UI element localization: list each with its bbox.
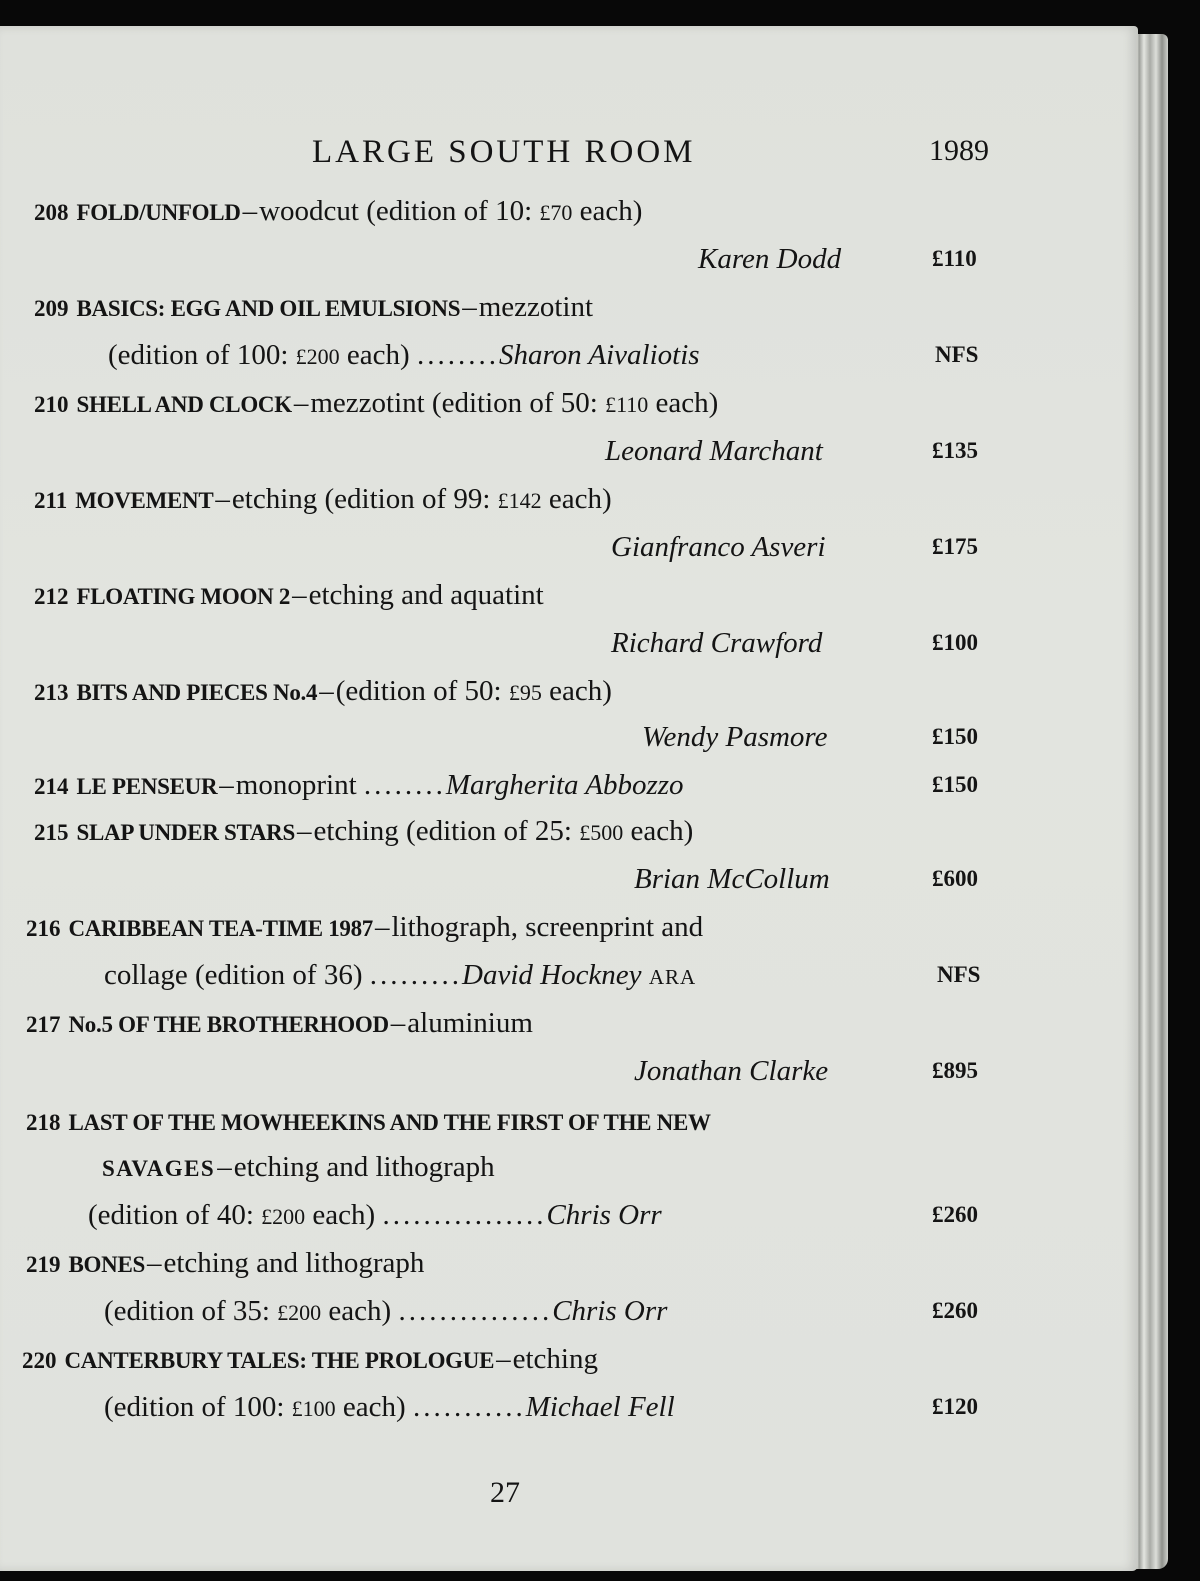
entry-209-price: NFS [935, 342, 979, 367]
edition-price: £200 [295, 344, 340, 369]
dot-leader: ........ [363, 769, 446, 801]
entry-title-continued: SAVAGES [102, 1156, 216, 1181]
entry-medium: etching and lithograph [163, 1247, 425, 1279]
entry-211-line1: 211 MOVEMENT–etching (edition of 99: £142 each) [34, 483, 612, 515]
entry-214-price: £150 [932, 772, 978, 797]
entry-title: BONES [68, 1252, 145, 1277]
entry-number: 219 [26, 1252, 61, 1277]
entry-number: 220 [22, 1348, 57, 1373]
each-text: each) [648, 387, 719, 419]
entry-212-line1: 212 FLOATING MOON 2–etching and aquatint [34, 579, 544, 611]
entry-title: SLAP UNDER STARS [76, 820, 295, 845]
entry-continuation: (edition of 100: [104, 1391, 292, 1423]
entry-artist: Michael Fell [525, 1391, 675, 1423]
each-text: each) [335, 1391, 406, 1423]
dot-leader: ......... [369, 959, 462, 991]
entry-211-artist: Gianfranco Asveri [611, 531, 826, 563]
entry-artist: Sharon Aivaliotis [498, 339, 700, 371]
entry-title: LAST OF THE MOWHEEKINS AND THE FIRST OF THE NEW [68, 1110, 711, 1135]
entry-continuation: (edition of 100: [108, 339, 296, 371]
entry-216-line2 [104, 957, 696, 995]
entry-artist: Chris Orr [552, 1295, 668, 1327]
entry-medium: etching and lithograph [233, 1151, 495, 1183]
entry-medium: etching [512, 1343, 598, 1375]
entry-220-price: £120 [932, 1394, 978, 1419]
edition-price: £200 [277, 1300, 322, 1325]
entry-213-line1: 213 BITS AND PIECES No.4–(edition of 50: £95 each) [34, 675, 612, 707]
entry-215-line1: 215 SLAP UNDER STARS–etching (edition of 25: £500 each) [34, 815, 694, 847]
entry-209-line1: 209 BASICS: EGG AND OIL EMULSIONS–mezzotint [34, 291, 594, 323]
dot-leader: ........ [416, 339, 499, 371]
entry-212-price: £100 [932, 630, 978, 655]
entry-medium: etching (edition of 25: [313, 815, 580, 847]
entry-212-artist: Richard Crawford [611, 627, 823, 659]
entry-208-line1: 208 FOLD/UNFOLD–woodcut (edition of 10: £70 each) [34, 195, 643, 227]
artist-suffix: ARA [648, 965, 697, 989]
entry-title: BASICS: EGG AND OIL EMULSIONS [76, 296, 461, 321]
entry-number: 217 [26, 1012, 61, 1037]
entry-210-artist: Leonard Marchant [605, 435, 823, 467]
entry-208-artist: Karen Dodd [698, 243, 842, 275]
entry-number: 213 [34, 680, 69, 705]
entry-217-price: £895 [932, 1058, 978, 1083]
edition-price: £142 [497, 488, 542, 513]
entry-number: 215 [34, 820, 69, 845]
entry-220-line2 [104, 1389, 675, 1427]
entry-title: BITS AND PIECES No.4 [76, 680, 318, 705]
each-text: each) [305, 1199, 376, 1231]
entry-medium: mezzotint [478, 291, 594, 323]
entry-title: MOVEMENT [75, 488, 214, 513]
each-text: each) [339, 339, 410, 371]
entry-210-line1: 210 SHELL AND CLOCK–mezzotint (edition of 50: £110 each) [34, 387, 719, 419]
dot-leader: ............... [398, 1295, 553, 1327]
edition-price: £70 [539, 200, 573, 225]
entry-218-line1 [26, 1103, 711, 1141]
entry-211-price: £175 [932, 534, 978, 559]
entry-218-price: £260 [932, 1202, 978, 1227]
entry-number: 211 [34, 488, 68, 513]
edition-price: £95 [508, 680, 542, 705]
edition-price: £110 [605, 392, 649, 417]
entry-218-line2: SAVAGES–etching and lithograph [102, 1151, 495, 1183]
each-text: each) [623, 815, 694, 847]
entry-title: CARIBBEAN TEA-TIME 1987 [68, 916, 373, 941]
entry-214-line1: 214 LE PENSEUR–monoprint ........Margherita Abbozzo [34, 769, 684, 801]
entry-number: 216 [26, 916, 61, 941]
entry-number: 208 [34, 200, 69, 225]
room-title: LARGE SOUTH ROOM [312, 134, 696, 170]
catalogue-page [0, 26, 1138, 1571]
each-text: each) [321, 1295, 392, 1327]
entry-title: No.5 OF THE BROTHERHOOD [68, 1012, 389, 1037]
entry-artist: Chris Orr [546, 1199, 662, 1231]
entry-216-line1: 216 CARIBBEAN TEA-TIME 1987–lithograph, screenprint and [26, 911, 704, 943]
entry-217-artist: Jonathan Clarke [634, 1055, 829, 1087]
entry-208-price: £110 [932, 246, 977, 271]
entry-213-artist: Wendy Pasmore [642, 721, 828, 753]
each-text: each) [572, 195, 643, 227]
entry-217-line1: 217 No.5 OF THE BROTHERHOOD–aluminium [26, 1007, 533, 1039]
entry-219-price: £260 [932, 1298, 978, 1323]
entry-title: CANTERBURY TALES: THE PROLOGUE [64, 1348, 495, 1373]
entry-medium: etching and aquatint [308, 579, 544, 611]
entry-number: 218 [26, 1110, 61, 1135]
entry-medium: mezzotint (edition of 50: [310, 387, 606, 419]
edition-price: £200 [261, 1204, 306, 1229]
entry-219-line2 [104, 1293, 667, 1331]
entry-218-line3 [88, 1197, 662, 1235]
entry-title: FLOATING MOON 2 [76, 584, 291, 609]
dot-leader: ................ [382, 1199, 547, 1231]
entry-continuation: (edition of 40: [88, 1199, 262, 1231]
entry-215-artist: Brian McCollum [634, 863, 830, 895]
entry-210-price: £135 [932, 438, 978, 463]
entry-title: FOLD/UNFOLD [76, 200, 241, 225]
each-text: each) [541, 675, 612, 707]
entry-artist: Margherita Abbozzo [445, 769, 684, 801]
entry-title: SHELL AND CLOCK [76, 392, 292, 417]
entry-213-price: £150 [932, 724, 978, 749]
entry-number: 209 [34, 296, 69, 321]
entry-medium: lithograph, screenprint and [391, 911, 704, 943]
entry-number: 214 [34, 774, 69, 799]
entry-medium: (edition of 50: [335, 675, 509, 707]
year: 1989 [929, 134, 989, 167]
page-number: 27 [490, 1476, 520, 1509]
entry-220-line1: 220 CANTERBURY TALES: THE PROLOGUE–etching [22, 1343, 598, 1375]
edition-price: £100 [291, 1396, 336, 1421]
dot-leader: ........... [412, 1391, 526, 1423]
entry-artist: David Hockney [462, 959, 642, 991]
entry-216-price: NFS [937, 962, 981, 987]
entry-number: 210 [34, 392, 69, 417]
entry-continuation: (edition of 35: [104, 1295, 278, 1327]
edition-price: £500 [579, 820, 624, 845]
entry-title: LE PENSEUR [76, 774, 218, 799]
entry-medium: aluminium [407, 1007, 533, 1039]
entry-215-price: £600 [932, 866, 978, 891]
entry-209-line2 [108, 337, 700, 375]
entry-medium: monoprint [235, 769, 357, 801]
entry-continuation: collage (edition of 36) [104, 959, 363, 991]
entry-medium: woodcut (edition of 10: [259, 195, 540, 227]
entry-medium: etching (edition of 99: [231, 483, 498, 515]
entry-number: 212 [34, 584, 69, 609]
each-text: each) [541, 483, 612, 515]
entry-219-line1: 219 BONES–etching and lithograph [26, 1247, 425, 1279]
